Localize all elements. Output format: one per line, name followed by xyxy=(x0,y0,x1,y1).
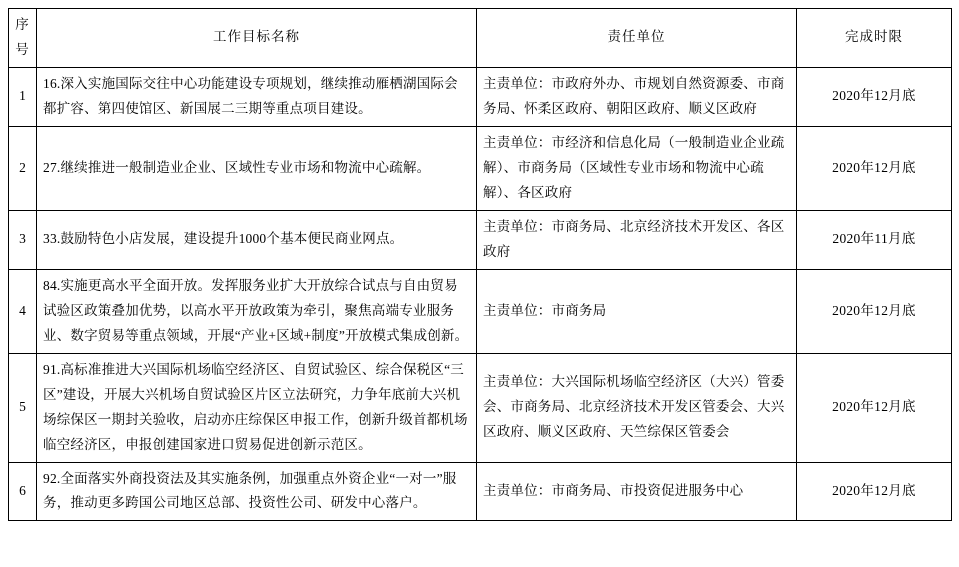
table-row xyxy=(9,269,952,353)
row-goal: 27.继续推进一般制造业企业、区域性专业市场和物流中心疏解。 xyxy=(37,126,477,210)
table-header xyxy=(9,9,952,68)
row-seq: 6 xyxy=(9,462,37,521)
column-header-unit: 责任单位 xyxy=(477,9,797,68)
row-unit: 主责单位：市商务局 xyxy=(477,269,797,353)
table-row xyxy=(9,462,952,521)
row-goal: 84.实施更高水平全面开放。发挥服务业扩大开放综合试点与自由贸易试验区政策叠加优势，以高水平开放政策为牵引，聚焦高端专业服务业、数字贸易等重点领域，开展“产业+区域+制度”开放模式集成创新。 xyxy=(37,269,477,353)
column-header-seq-line1: 序 xyxy=(15,17,30,32)
row-goal: 91.高标准推进大兴国际机场临空经济区、自贸试验区、综合保税区“三区”建设，开展大兴机场自贸试验区片区立法研究，力争年底前大兴机场综保区一期封关验收，启动亦庄综保区申报工作，创新升级首都机场临空经济区，申报创建国家进口贸易促进创新示范区。 xyxy=(37,353,477,462)
row-seq: 1 xyxy=(9,67,37,126)
row-date: 2020年12月底 xyxy=(797,126,952,210)
row-date: 2020年12月底 xyxy=(797,67,952,126)
table-row xyxy=(9,353,952,462)
row-goal: 16.深入实施国际交往中心功能建设专项规划，继续推动雁栖湖国际会都扩容、第四使馆区、新国展二三期等重点项目建设。 xyxy=(37,67,477,126)
row-goal: 92.全面落实外商投资法及其实施条例，加强重点外资企业“一对一”服务，推动更多跨国公司地区总部、投资性公司、研发中心落户。 xyxy=(37,462,477,521)
row-date: 2020年12月底 xyxy=(797,353,952,462)
table-row xyxy=(9,126,952,210)
row-date: 2020年11月底 xyxy=(797,210,952,269)
row-unit: 主责单位：市商务局、北京经济技术开发区、各区政府 xyxy=(477,210,797,269)
table-row xyxy=(9,210,952,269)
row-unit: 主责单位：市经济和信息化局（一般制造业企业疏解）、市商务局（区域性专业市场和物流中心疏解）、各区政府 xyxy=(477,126,797,210)
row-unit: 主责单位：市商务局、市投资促进服务中心 xyxy=(477,462,797,521)
row-seq: 4 xyxy=(9,269,37,353)
row-unit: 主责单位：大兴国际机场临空经济区（大兴）管委会、市商务局、北京经济技术开发区管委会、大兴区政府、顺义区政府、天竺综保区管委会 xyxy=(477,353,797,462)
column-header-seq xyxy=(9,9,37,68)
column-header-goal: 工作目标名称 xyxy=(37,9,477,68)
table-header-row xyxy=(9,9,952,68)
row-seq: 2 xyxy=(9,126,37,210)
work-goals-table xyxy=(8,8,952,521)
table-row xyxy=(9,67,952,126)
row-date: 2020年12月底 xyxy=(797,462,952,521)
column-header-seq-line2: 号 xyxy=(15,41,30,57)
row-seq: 3 xyxy=(9,210,37,269)
row-goal: 33.鼓励特色小店发展，建设提升1000个基本便民商业网点。 xyxy=(37,210,477,269)
row-unit: 主责单位：市政府外办、市规划自然资源委、市商务局、怀柔区政府、朝阳区政府、顺义区政府 xyxy=(477,67,797,126)
column-header-date: 完成时限 xyxy=(797,9,952,68)
table-body xyxy=(9,67,952,521)
row-seq: 5 xyxy=(9,353,37,462)
row-date: 2020年12月底 xyxy=(797,269,952,353)
